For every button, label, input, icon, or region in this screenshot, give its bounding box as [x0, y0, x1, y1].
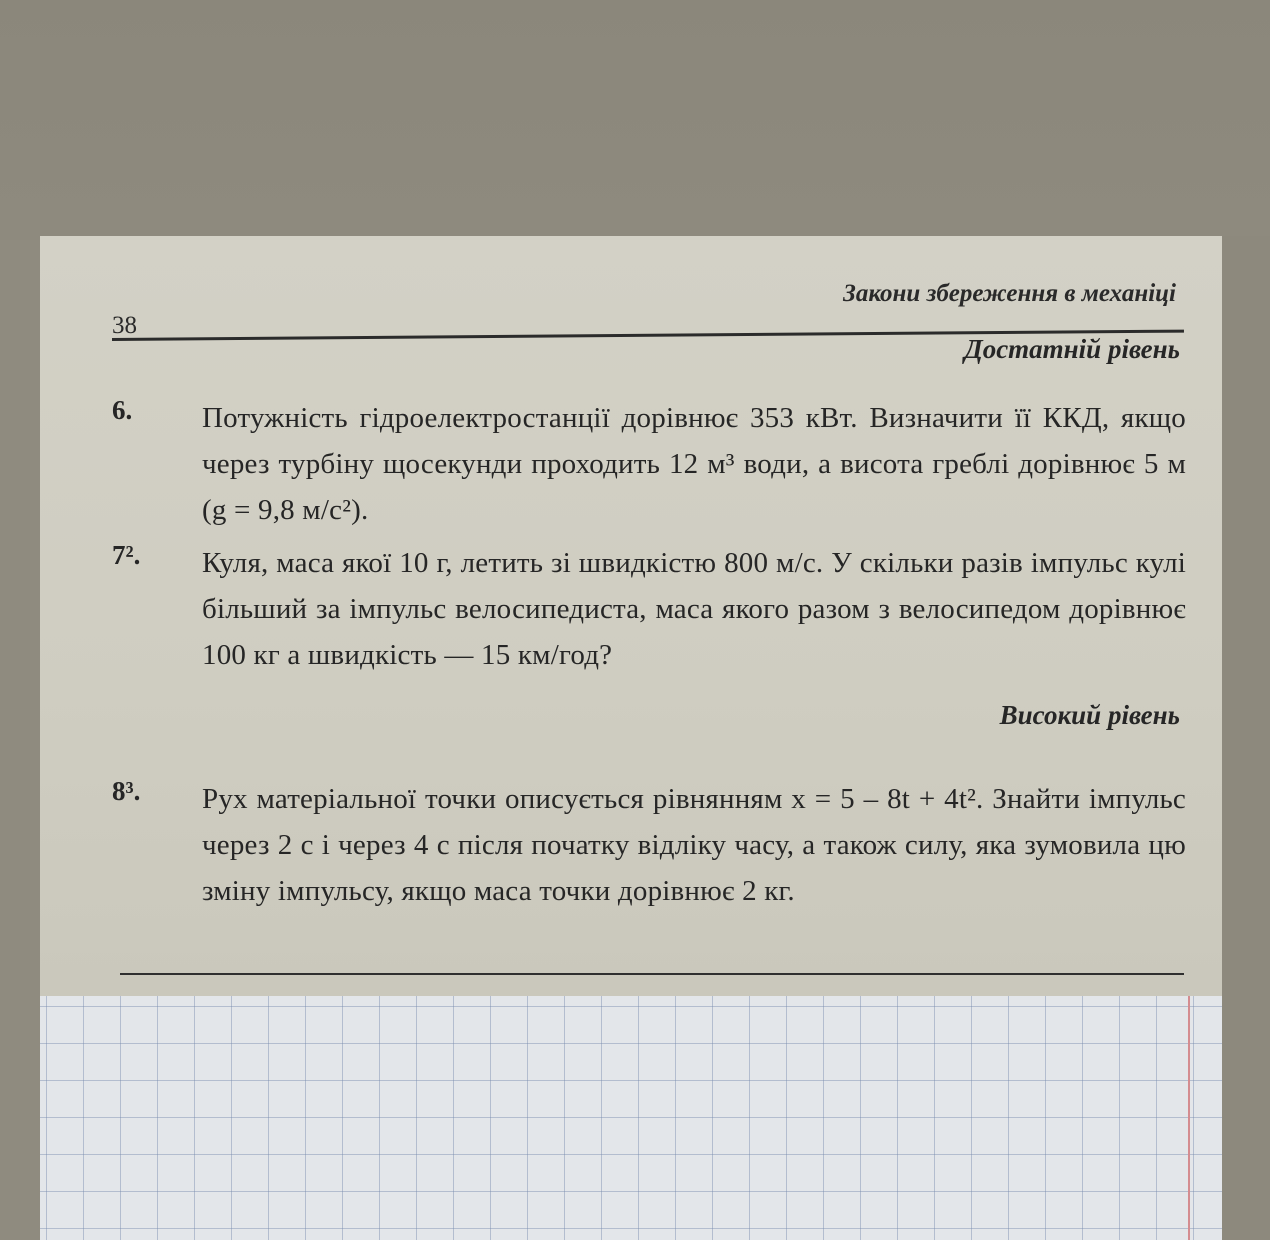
bottom-rule	[120, 973, 1184, 975]
problem-number: 8³.	[112, 776, 141, 806]
problem-text: Потужність гідроелектростанції дорівнює 353 кВт. Визначити її ККД, якщо через турбіну щосекунди проходить 12 м³ води, а висота греблі дорівнює 5 м (g = 9,8 м/с²).	[202, 402, 1186, 526]
grid-notebook-paper	[40, 996, 1222, 1240]
section-heading-sufficient: Достатній рівень	[964, 334, 1180, 364]
notebook-margin-line	[1188, 996, 1190, 1240]
photo-background-top	[0, 0, 1270, 240]
problem-text: Куля, маса якої 10 г, летить зі швидкістю 800 м/с. У скільки разів імпульс кулі більший за імпульс велосипедиста, маса якого разом з велосипедом дорівнює 100 кг а швидкість — 15 км/год?	[202, 547, 1186, 671]
photo-background-right	[1222, 236, 1270, 1240]
running-title: Закони збереження в механіці	[843, 280, 1176, 307]
problem-text: Рух матеріальної точки описується рівнянням x = 5 – 8t + 4t². Знайти імпульс через 2 с і через 4 с після початку відліку часу, а також силу, яка зумовила цю зміну імпульсу, якщо маса точки дорівнює 2 кг.	[202, 783, 1186, 907]
problem-number: 7².	[112, 540, 141, 570]
page-number: 38	[112, 312, 137, 339]
section-heading-high: Високий рівень	[999, 700, 1180, 730]
problem-number: 6.	[112, 395, 133, 425]
